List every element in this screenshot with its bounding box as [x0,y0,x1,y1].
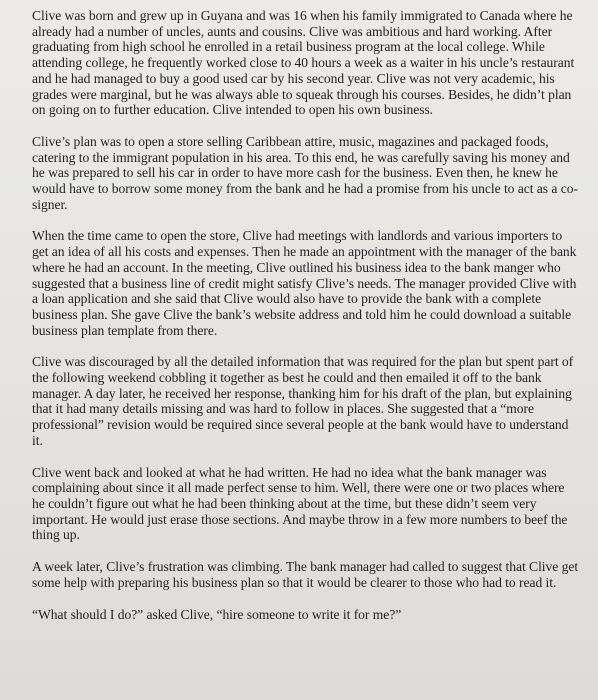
paragraph-7: “What should I do?” asked Clive, “hire someone to write it for me?” [32,606,402,622]
paragraph-6: A week later, Clive’s frustration was climbing. The bank manager had called to suggest that Clive get some help with preparing his business plan so that it would be clearer to those who had to read it. [32,559,579,590]
paragraph-1: Clive was born and grew up in Guyana and was 16 when his family immigrated to Canada where he already had a number of uncles, aunts and cousins. Clive was ambitious and hard working. After graduating from high school he enrolled in a retail business program at the local college. While attending college, he frequently worked close to 40 hours a week as a waiter in his uncle’s restaurant and he had managed to buy a good used car by his second year. Clive was not very academic, his grades were marginal, but he was always able to squeak through his courses. Besides, he didn’t plan on going on to further education. Clive intended to open his own business. [32,8,575,118]
paragraph-3: When the time came to open the store, Clive had meetings with landlords and various importers to get an idea of all his costs and expenses. Then he made an appointment with the manager of the bank where he had an account. In the meeting, Clive outlined his business idea to the bank manger who suggested that a business line of credit might satisfy Clive’s needs. The manager provided Clive with a loan application and she said that Clive would also have to provide the bank with a complete business plan. She gave Clive the bank’s website address and told him he could download a suitable business plan template from there. [32,228,577,338]
paragraph-4: Clive was discouraged by all the detailed information that was required for the plan but spent part of the following weekend cobbling it together as best he could and then emailed it off to the bank manager. A day later, he received her response, thanking him for his draft of the plan, but explaining that it had many details missing and was hard to follow in places. She suggested that a “more professional” revision would be required since several people at the bank would have to understand it. [32,354,574,448]
paragraph-2: Clive’s plan was to open a store selling Caribbean attire, music, magazines and packaged foods, catering to the immigrant population in his area. To this end, he was carefully saving his money and he was prepared to sell his car in order to have more cash for the business. Even then, he knew he would have to borrow some money from the bank and he had a promise from his uncle to act as a co-signer. [32,133,578,212]
paragraph-5: Clive went back and looked at what he had written. He had no idea what the bank manager was complaining about since it all made perfect sense to him. Well, there were one or two places where he couldn’t figure out what he had been thinking about at the time, but these didn’t seem very important. He would just erase those sections. And maybe throw in a few more numbers to beef the thing up. [32,464,568,543]
